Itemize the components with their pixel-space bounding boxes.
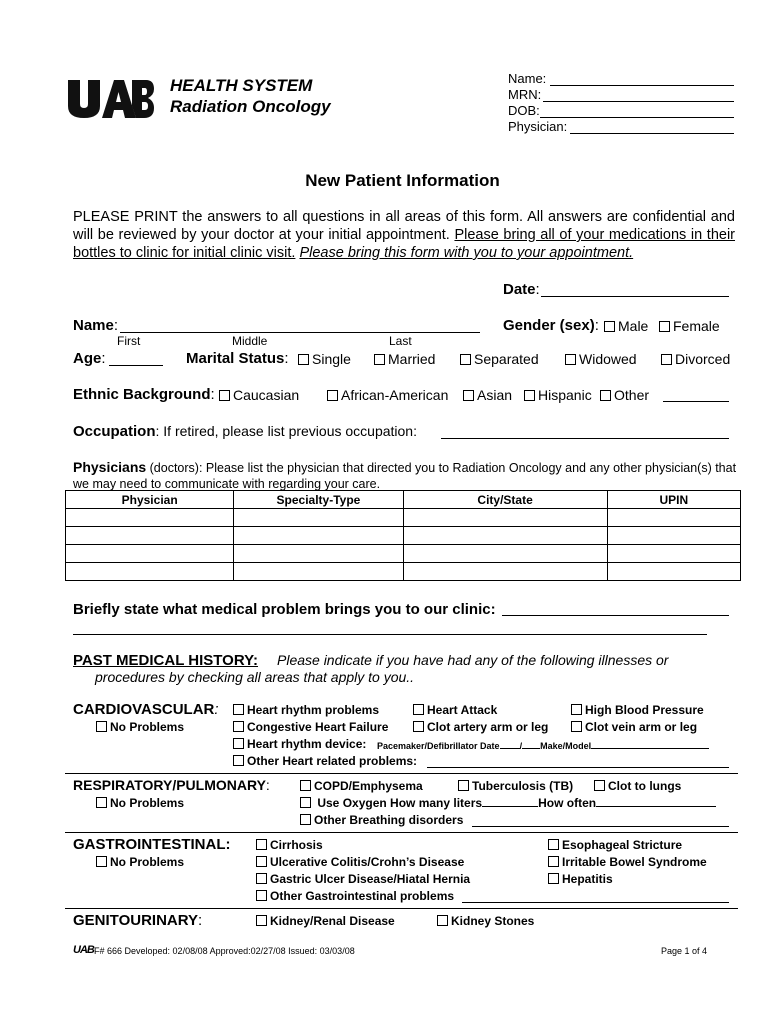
cardiovascular-label: CARDIOVASCULAR: <box>73 701 219 718</box>
cardio-high-blood-pressure-checkbox[interactable]: High Blood Pressure <box>571 703 704 717</box>
medical-problem-label: Briefly state what medical problem brings you to our clinic: <box>73 601 496 618</box>
table-cell[interactable] <box>234 509 403 527</box>
table-cell[interactable] <box>403 563 607 581</box>
org-department: Radiation Oncology <box>170 97 331 116</box>
table-header-row <box>66 491 741 509</box>
medical-problem-field-2[interactable] <box>73 634 707 635</box>
cardio-heart-device-checkbox[interactable]: Heart rhythm device: <box>233 737 366 751</box>
cardio-no-problems-checkbox[interactable]: No Problems <box>96 720 184 734</box>
ethnic-african-american-checkbox[interactable]: African-American <box>327 387 448 403</box>
divider <box>65 773 738 774</box>
resp-oxygen-checkbox[interactable]: Use Oxygen How many liters How often <box>300 796 716 810</box>
marital-separated-checkbox[interactable]: Separated <box>460 351 539 367</box>
resp-other-breathing-field[interactable] <box>472 826 729 827</box>
gender-male-checkbox[interactable]: Male <box>604 318 648 334</box>
ethnic-other-checkbox[interactable]: Other <box>600 387 649 403</box>
intro-text: PLEASE PRINT the answers to all questions in all areas of this form. All answers are confidential and will be reviewed by your doctor at your initial appointment. <box>73 209 735 243</box>
table-cell[interactable] <box>403 509 607 527</box>
medical-problem-field-1[interactable] <box>502 615 729 616</box>
uab-logo <box>68 80 154 118</box>
marital-divorced-checkbox[interactable]: Divorced <box>661 351 730 367</box>
resp-other-breathing-checkbox[interactable]: Other Breathing disorders <box>300 813 463 827</box>
gi-hepatitis-checkbox[interactable]: Hepatitis <box>548 872 613 886</box>
divider <box>65 908 738 909</box>
intro-medications-note: Please bring all of your medications in their bottles to clinic for initial clinic visit. <box>73 227 736 261</box>
table-row <box>66 527 741 545</box>
resp-no-problems-checkbox[interactable]: No Problems <box>96 796 184 810</box>
footer-logo: UAB <box>73 944 94 956</box>
table-cell[interactable] <box>234 527 403 545</box>
col-specialty-type: Specialty-Type <box>234 491 403 509</box>
table-cell[interactable] <box>66 509 234 527</box>
header-name-field[interactable] <box>550 85 734 86</box>
col-physician: Physician <box>66 491 234 509</box>
ethnic-background-label: Ethnic Background: <box>73 386 215 403</box>
footer-page-number: Page 1 of 4 <box>661 946 708 956</box>
header-dob-field[interactable] <box>540 117 734 118</box>
table-cell[interactable] <box>66 563 234 581</box>
table-cell[interactable] <box>234 563 403 581</box>
marital-married-checkbox[interactable]: Married <box>374 351 435 367</box>
gi-ibs-checkbox[interactable]: Irritable Bowel Syndrome <box>548 855 707 869</box>
respiratory-label: RESPIRATORY/PULMONARY: <box>73 777 270 793</box>
divider <box>65 832 738 833</box>
resp-tuberculosis-checkbox[interactable]: Tuberculosis (TB) <box>458 779 573 793</box>
header-physician-label: Physician: <box>508 119 568 134</box>
table-row <box>66 563 741 581</box>
col-city-state: City/State <box>403 491 607 509</box>
name-first-caption: First <box>117 334 141 348</box>
page-title: New Patient Information <box>305 171 500 190</box>
gi-no-problems-checkbox[interactable]: No Problems <box>96 855 184 869</box>
gastrointestinal-label: GASTROINTESTINAL: <box>73 836 231 853</box>
gender-label: Gender (sex): <box>503 317 599 334</box>
gu-kidney-stones-checkbox[interactable]: Kidney Stones <box>437 914 534 928</box>
gi-other-checkbox[interactable]: Other Gastrointestinal problems <box>256 889 454 903</box>
intro-paragraph <box>73 208 735 262</box>
ethnic-asian-checkbox[interactable]: Asian <box>463 387 512 403</box>
ethnic-caucasian-checkbox[interactable]: Caucasian <box>219 387 299 403</box>
physicians-instructions: Physicians (doctors): Please list the physician that directed you to Radiation Oncology and any other physician(s) that we may need to communicate with regarding your care. <box>73 459 737 491</box>
age-label: Age: <box>73 350 106 367</box>
gi-esophageal-stricture-checkbox[interactable]: Esophageal Stricture <box>548 838 682 852</box>
table-cell[interactable] <box>234 545 403 563</box>
table-row <box>66 545 741 563</box>
name-last-caption: Last <box>389 334 412 348</box>
ethnic-other-field[interactable] <box>663 401 729 402</box>
cardio-chf-checkbox[interactable]: Congestive Heart Failure <box>233 720 388 734</box>
table-cell[interactable] <box>403 527 607 545</box>
cardio-heart-rhythm-checkbox[interactable]: Heart rhythm problems <box>233 703 379 717</box>
cardio-clot-vein-checkbox[interactable]: Clot vein arm or leg <box>571 720 697 734</box>
cardio-device-detail: Pacemaker/Defibrillator Date / Make/Model <box>377 741 709 751</box>
table-cell[interactable] <box>66 545 234 563</box>
header-mrn-field[interactable] <box>543 101 734 102</box>
date-field[interactable] <box>541 296 729 297</box>
genitourinary-label: GENITOURINARY: <box>73 912 203 929</box>
occupation-field[interactable] <box>441 438 729 439</box>
marital-widowed-checkbox[interactable]: Widowed <box>565 351 637 367</box>
gi-colitis-crohns-checkbox[interactable]: Ulcerative Colitis/Crohn’s Disease <box>256 855 464 869</box>
resp-clot-lungs-checkbox[interactable]: Clot to lungs <box>594 779 681 793</box>
resp-copd-checkbox[interactable]: COPD/Emphysema <box>300 779 423 793</box>
gu-kidney-disease-checkbox[interactable]: Kidney/Renal Disease <box>256 914 395 928</box>
pmh-instructions-1: Please indicate if you have had any of the following illnesses or <box>277 652 669 668</box>
table-cell[interactable] <box>66 527 234 545</box>
intro-bring-form-note: Please bring this form with you to your appointment. <box>299 245 634 261</box>
pmh-heading: PAST MEDICAL HISTORY: <box>73 652 259 669</box>
gender-female-checkbox[interactable]: Female <box>659 318 720 334</box>
cardio-other-heart-field[interactable] <box>427 767 729 768</box>
date-label: Date: <box>503 281 540 298</box>
table-row <box>66 509 741 527</box>
table-cell[interactable] <box>607 563 740 581</box>
name-label: Name: <box>73 317 119 334</box>
marital-status-label: Marital Status: <box>186 350 289 367</box>
header-name-label: Name: <box>508 71 547 86</box>
header-dob-label: DOB: <box>508 103 540 118</box>
col-upin: UPIN <box>607 491 740 509</box>
org-name: HEALTH SYSTEM <box>170 76 313 95</box>
cardio-heart-attack-checkbox[interactable]: Heart Attack <box>413 703 497 717</box>
ethnic-hispanic-checkbox[interactable]: Hispanic <box>524 387 592 403</box>
physicians-table <box>65 490 741 581</box>
pmh-instructions-2: procedures by checking all areas that apply to you.. <box>95 669 415 685</box>
table-cell[interactable] <box>607 509 740 527</box>
marital-single-checkbox[interactable]: Single <box>298 351 351 367</box>
table-cell[interactable] <box>607 545 740 563</box>
gi-cirrhosis-checkbox[interactable]: Cirrhosis <box>256 838 323 852</box>
cardio-other-heart-checkbox[interactable]: Other Heart related problems: <box>233 754 417 768</box>
age-field[interactable] <box>109 365 163 366</box>
name-middle-caption: Middle <box>232 334 268 348</box>
gi-gastric-ulcer-checkbox[interactable]: Gastric Ulcer Disease/Hiatal Hernia <box>256 872 470 886</box>
footer-form-info: F# 666 Developed: 02/08/08 Approved:02/27/08 Issued: 03/03/08 <box>94 946 355 956</box>
table-cell[interactable] <box>403 545 607 563</box>
gi-other-field[interactable] <box>462 902 729 903</box>
occupation-label: Occupation: If retired, please list previous occupation: <box>73 423 417 440</box>
cardio-clot-artery-checkbox[interactable]: Clot artery arm or leg <box>413 720 548 734</box>
header-mrn-label: MRN: <box>508 87 542 102</box>
header-physician-field[interactable] <box>570 133 734 134</box>
table-cell[interactable] <box>607 527 740 545</box>
name-field[interactable] <box>120 332 480 333</box>
